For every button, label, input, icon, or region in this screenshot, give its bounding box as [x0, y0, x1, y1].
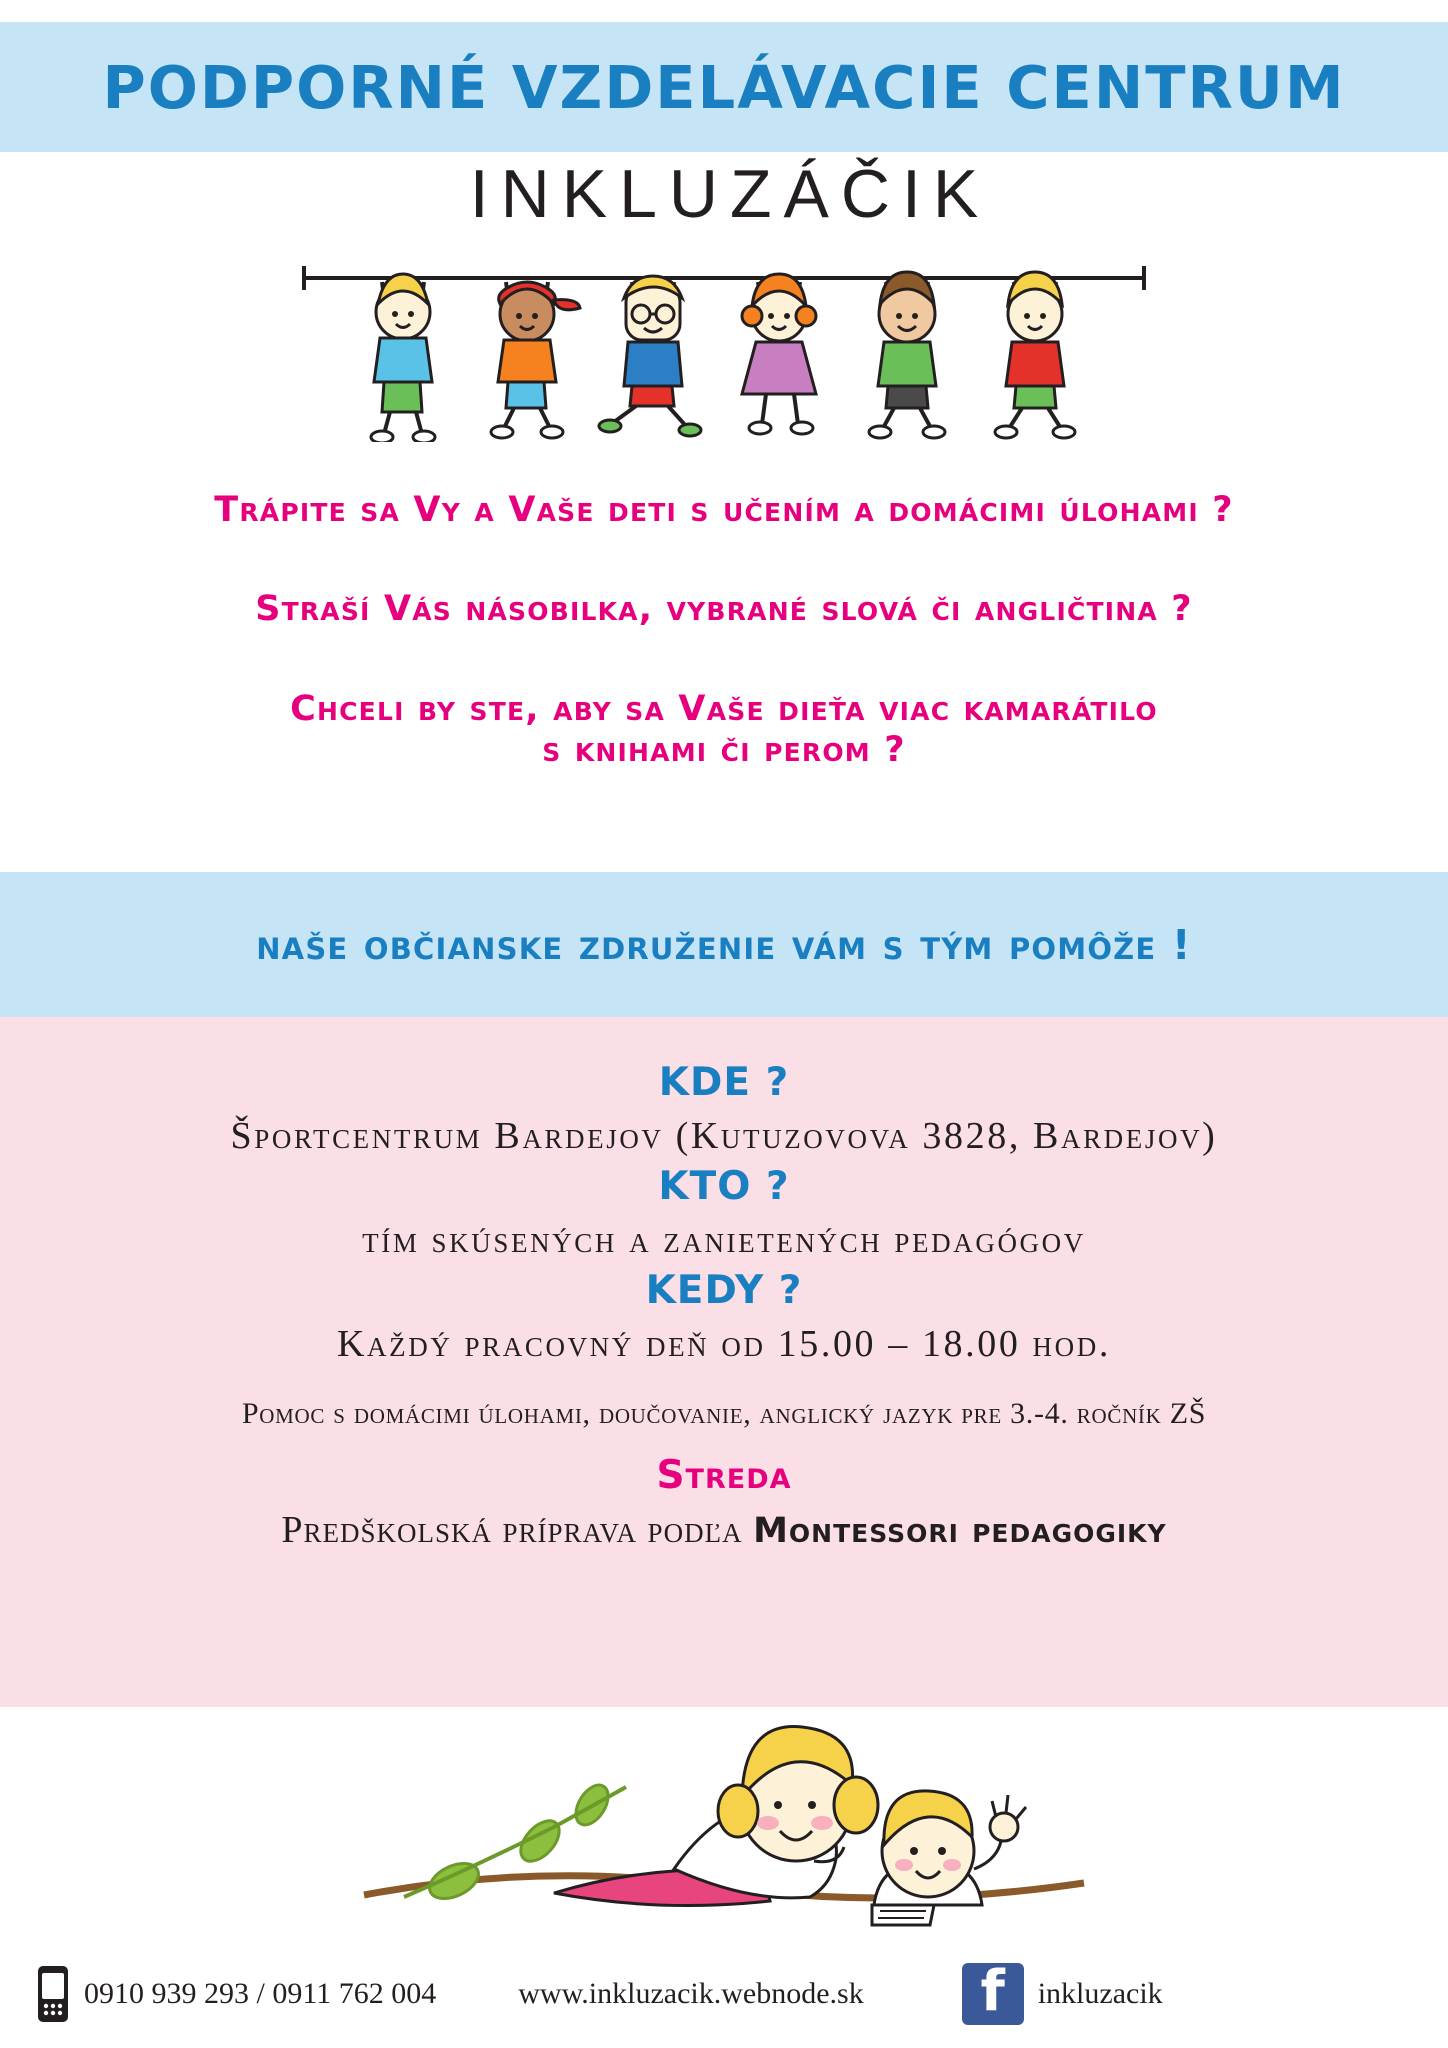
- mobile-phone-icon: [36, 1964, 70, 2024]
- when-value: Každý pracovný deň od 15.00 – 18.00 hod.: [337, 1322, 1111, 1365]
- help-band-text: naše občianske združenie vám s tým pomôže !: [256, 920, 1192, 969]
- question-line-4: s knihami či perom ?: [542, 729, 906, 770]
- logo-block: [0, 156, 1448, 480]
- montessori-prefix: Predškolská príprava podľa: [281, 1508, 754, 1551]
- facebook-page-name[interactable]: inkluzacik: [1037, 1977, 1163, 2010]
- logo-wordmark: INKLUZÁČIK: [469, 156, 991, 232]
- montessori-bold: Montessori pedagogiky: [753, 1510, 1167, 1551]
- facebook-icon[interactable]: [962, 1963, 1024, 2025]
- montessori-line: [0, 1508, 1448, 1552]
- question-line-2: Straší Vás násobilka, vybrané slová či angličtina ?: [255, 589, 1193, 630]
- phone-block: [36, 1964, 436, 2024]
- help-band: [0, 872, 1448, 1017]
- question-line-1: Trápite sa Vy a Vaše deti s učením a domácimi úlohami ?: [214, 490, 1234, 530]
- questions-block: [0, 490, 1448, 771]
- footer: [0, 1940, 1448, 2048]
- when-label: KEDY ?: [645, 1267, 803, 1313]
- question-line-3: Chceli by ste, aby sa Vaše dieťa viac kamarátilo: [290, 688, 1158, 729]
- phone-numbers[interactable]: 0910 939 293 / 0911 762 004: [84, 1977, 437, 2010]
- girl-reading-with-baby-icon: [0, 1655, 1448, 1945]
- children-hanging-on-bar-icon: [274, 242, 1174, 442]
- header-band: [0, 22, 1448, 152]
- services-note: Pomoc s domácimi úlohami, doučovanie, anglický jazyk pre 3.-4. ročník ZŠ: [241, 1396, 1207, 1430]
- where-value: Športcentrum Bardejov (Kutuzovova 3828, Bardejov): [230, 1114, 1218, 1157]
- page-title: PODPORNÉ VZDELÁVACIE CENTRUM: [102, 52, 1346, 122]
- info-panel: [0, 1017, 1448, 1707]
- facebook-block[interactable]: [962, 1963, 1163, 2025]
- facebook-glyph: f: [980, 1963, 1005, 2024]
- day-heading: Streda: [656, 1452, 792, 1498]
- website-link[interactable]: www.inkluzacik.webnode.sk: [518, 1977, 864, 2010]
- where-label: KDE ?: [658, 1060, 790, 1105]
- who-label: KTO ?: [658, 1163, 790, 1209]
- who-value: tím skúsených a zanietených pedagógov: [362, 1218, 1086, 1261]
